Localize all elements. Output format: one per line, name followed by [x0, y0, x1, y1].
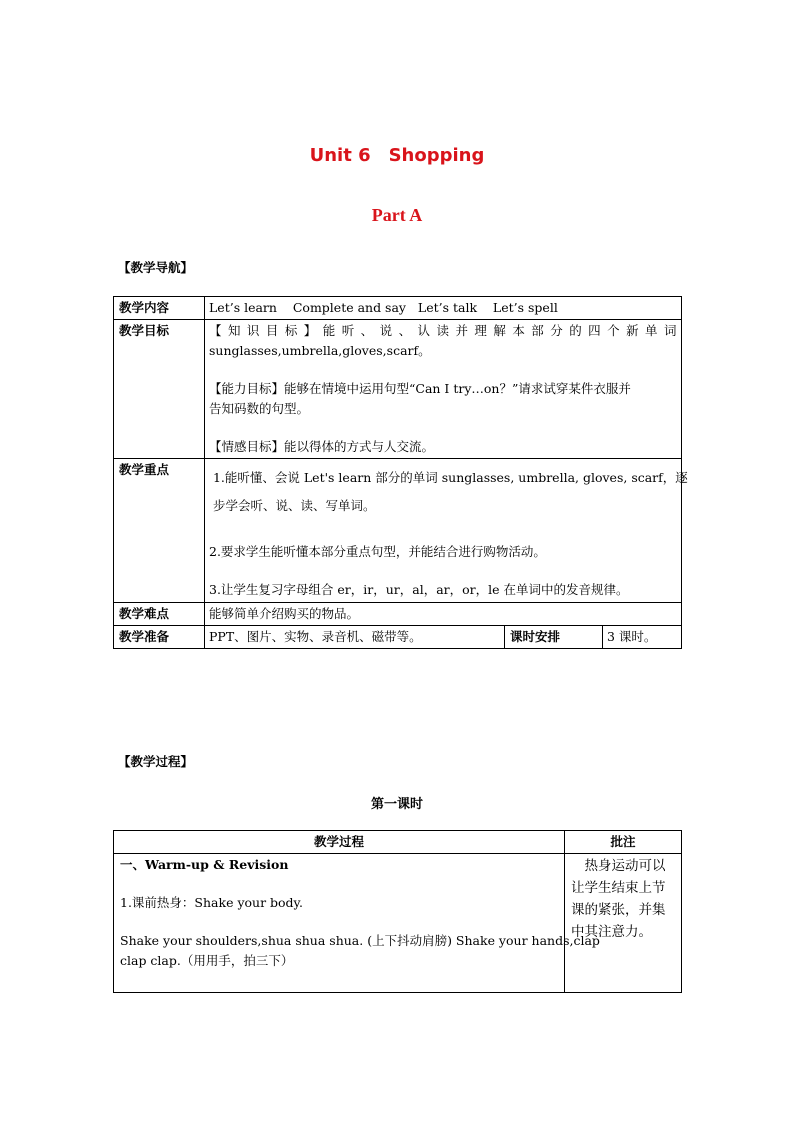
content-value: Let’s learn Complete and say Let’s talk Let’s spell: [205, 297, 682, 320]
goals-value: [205, 320, 682, 459]
key-points-row: [114, 459, 682, 603]
process-line-3: clap clap.（用用手，拍三下）: [120, 953, 294, 968]
key-points-label: 教学重点: [114, 459, 205, 603]
guide-heading: 【教学导航】: [118, 260, 194, 275]
preparation-value: PPT、图片、实物、录音机、磁带等。: [205, 626, 505, 649]
content-row: [114, 297, 682, 320]
difficulty-value: 能够简单介绍购买的物品。: [205, 603, 682, 626]
teaching-process-table: [113, 830, 682, 993]
warmup-section-title: 一、Warm-up & Revision: [120, 857, 289, 872]
lesson-title: 第一课时: [370, 797, 423, 812]
key-point-1-line-1: 1.能听懂、会说 Let's learn 部分的单词 sunglasses, umbrella, gloves, scarf，逐: [209, 470, 688, 485]
process-body: [114, 854, 600, 993]
difficulty-label: 教学难点: [114, 603, 205, 626]
key-point-3: 3.让学生复习字母组合 er，ir，ur，al，ar，or，le 在单词中的发音规律。: [209, 582, 629, 597]
process-body-row: [114, 854, 682, 993]
preparation-row: [114, 626, 682, 649]
goals-row: [114, 320, 682, 459]
process-note: 热身运动可以让学生结束上节课的紧张，并集中其注意力。: [565, 854, 682, 993]
goal-knowledge-line-2: sunglasses,umbrella,gloves,scarf。: [209, 343, 431, 358]
goals-label: 教学目标: [114, 320, 205, 459]
schedule-value: 3 课时。: [603, 626, 682, 649]
preparation-label: 教学准备: [114, 626, 205, 649]
process-line-1: 1.课前热身：Shake your body.: [120, 895, 303, 910]
goal-knowledge-line-1: 【知识目标】能听、说、认读并理解本部分的四个新单词: [209, 323, 678, 338]
goal-emotion: 【情感目标】能以得体的方式与人交流。: [209, 439, 435, 454]
process-heading: 【教学过程】: [118, 754, 194, 769]
key-point-1-line-2: 步学会听、说、读、写单词。: [209, 498, 376, 513]
document-title: [0, 145, 794, 166]
goal-ability-line-2: 告知码数的句型。: [209, 401, 310, 416]
process-header-row: [114, 831, 682, 854]
process-line-2: Shake your shoulders,shua shua shua. (上下抖动肩膀) Shake your hands,clap: [120, 933, 600, 948]
process-column-header: 教学过程: [114, 831, 565, 854]
schedule-label: 课时安排: [505, 626, 603, 649]
goal-ability-line-1: 【能力目标】能够在情境中运用句型“Can I try…on？”请求试穿某件衣服并: [209, 381, 631, 396]
unit-label: Unit 6: [309, 145, 371, 166]
difficulty-row: [114, 603, 682, 626]
part-subtitle: Part A: [371, 205, 423, 225]
teaching-guide-table: [113, 296, 688, 649]
key-point-2: 2.要求学生能听懂本部分重点句型，并能结合进行购物活动。: [209, 544, 546, 559]
notes-column-header: 批注: [565, 831, 682, 854]
content-label: 教学内容: [114, 297, 205, 320]
key-points-value: [205, 459, 688, 603]
unit-topic: Shopping: [388, 145, 485, 166]
